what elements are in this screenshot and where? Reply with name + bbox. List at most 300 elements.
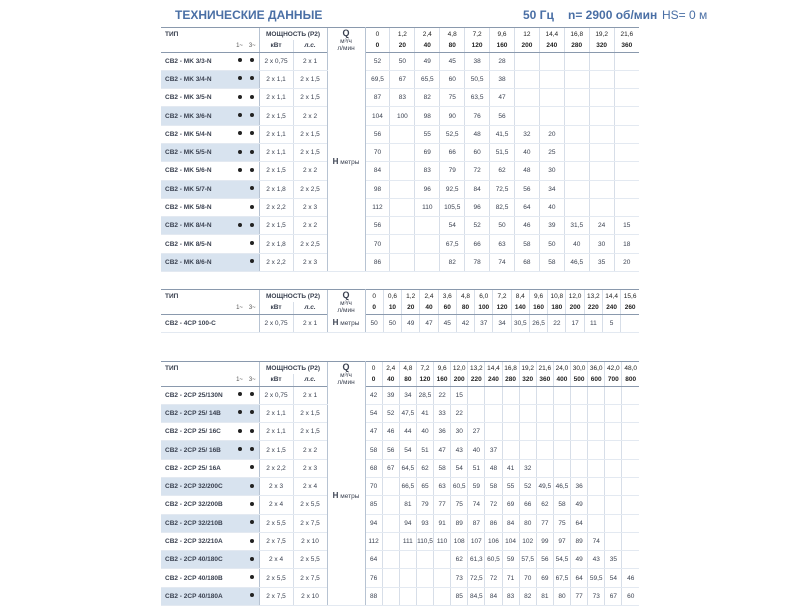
- power-hp: 2 x 1,5: [293, 125, 327, 143]
- pump-type: CB2 - 2CP 40/180C: [161, 551, 233, 569]
- availability-dot-icon: [238, 429, 242, 433]
- phase-1-mark: [233, 70, 246, 88]
- head-value: [589, 52, 614, 70]
- power-kw: 2 x 3: [259, 477, 293, 495]
- head-value: 56: [382, 441, 399, 459]
- table-row: [161, 235, 639, 253]
- phase-1-mark: [233, 423, 246, 441]
- head-value: [614, 143, 639, 161]
- head-value: 82: [415, 89, 440, 107]
- q-m3h-value: 14,4: [539, 28, 564, 41]
- phase-1-mark: [233, 386, 246, 404]
- head-value: [536, 386, 553, 404]
- head-value: 43: [588, 551, 605, 569]
- table-row: [161, 198, 639, 216]
- head-value: 70: [365, 143, 390, 161]
- head-value: 66: [440, 143, 465, 161]
- phase-3-mark: [246, 569, 259, 587]
- power-kw: 2 x 5,5: [259, 514, 293, 532]
- head-value: 50: [390, 52, 415, 70]
- table-row: [161, 89, 639, 107]
- spec-table-3: [161, 361, 639, 606]
- head-value: 50,5: [465, 70, 490, 88]
- head-value: 27: [468, 423, 485, 441]
- head-value: [588, 514, 605, 532]
- head-value: [399, 587, 416, 605]
- head-value: [536, 423, 553, 441]
- availability-dot-icon: [250, 58, 254, 62]
- hp-header: л.с.: [293, 374, 327, 386]
- head-value: 94: [399, 514, 416, 532]
- q-m3h-value: 7,2: [416, 362, 433, 375]
- head-value: 110: [415, 198, 440, 216]
- availability-dot-icon: [250, 241, 254, 245]
- head-value: 64: [571, 514, 588, 532]
- head-value: [571, 459, 588, 477]
- head-value: [539, 52, 564, 70]
- head-value: 56: [365, 125, 390, 143]
- phase-3-mark: [246, 125, 259, 143]
- head-value: 75: [451, 496, 468, 514]
- q-m3h-value: 12: [514, 28, 539, 41]
- head-value: 49: [415, 52, 440, 70]
- head-value: 83: [415, 162, 440, 180]
- table-row: [161, 217, 639, 235]
- availability-dot-icon: [250, 593, 254, 597]
- head-value: [502, 386, 519, 404]
- head-value: 25: [539, 143, 564, 161]
- availability-dot-icon: [238, 76, 242, 80]
- frequency-label: 50 Гц: [523, 8, 554, 22]
- head-value: 56: [536, 551, 553, 569]
- head-value: 43: [451, 441, 468, 459]
- h-label: [327, 52, 365, 272]
- head-value: 47: [434, 441, 451, 459]
- type-header-blank: [161, 374, 233, 386]
- q-m3h-value: 12,0: [566, 290, 584, 303]
- pump-type: CB2 - 2CP 25/ 16C: [161, 423, 233, 441]
- head-value: 60: [465, 143, 490, 161]
- head-value: [553, 404, 570, 422]
- q-lmin-value: 40: [382, 374, 399, 386]
- power-hp: 2 x 1,5: [293, 143, 327, 161]
- head-value: 46: [382, 423, 399, 441]
- table-row: [161, 477, 639, 495]
- head-value: 83: [502, 587, 519, 605]
- head-value: 87: [468, 514, 485, 532]
- pump-type: CB2 - 2CP 32/200C: [161, 477, 233, 495]
- head-value: 22: [548, 314, 566, 332]
- availability-dot-icon: [238, 95, 242, 99]
- head-value: [514, 70, 539, 88]
- head-value: 55: [415, 125, 440, 143]
- h-unit: метры: [340, 159, 360, 167]
- h-symbol: H: [332, 157, 339, 167]
- pump-type: CB2 - 4CP 100-C: [161, 314, 233, 332]
- power-hp: 2 x 2: [293, 107, 327, 125]
- head-value: 110: [434, 532, 451, 550]
- q-lmin-value: 600: [588, 374, 605, 386]
- head-value: 15: [614, 217, 639, 235]
- power-hp: 2 x 7,5: [293, 514, 327, 532]
- head-value: 58: [539, 253, 564, 271]
- head-value: 108: [451, 532, 468, 550]
- head-value: 60,5: [485, 551, 502, 569]
- hp-header: л.с.: [293, 302, 327, 314]
- power-kw: 2 x 2,2: [259, 198, 293, 216]
- q-m3h-value: 15,6: [621, 290, 639, 303]
- head-value: 77: [536, 514, 553, 532]
- head-value: 49: [571, 551, 588, 569]
- head-value: 74: [468, 496, 485, 514]
- availability-dot-icon: [238, 131, 242, 135]
- h-label: [327, 386, 365, 606]
- q-m3h-value: 4,8: [399, 362, 416, 375]
- head-value: 63: [490, 235, 515, 253]
- head-value: 64,5: [399, 459, 416, 477]
- head-value: [588, 496, 605, 514]
- q-lmin-value: 20: [390, 40, 415, 52]
- table-row: [161, 162, 639, 180]
- availability-dot-icon: [250, 131, 254, 135]
- head-value: 52: [365, 52, 390, 70]
- head-value: 72: [485, 496, 502, 514]
- power-hp: 2 x 3: [293, 198, 327, 216]
- head-value: [553, 386, 570, 404]
- head-value: [614, 125, 639, 143]
- phase-3-mark: [246, 70, 259, 88]
- head-value: 28,5: [416, 386, 433, 404]
- phase-3-mark: [246, 217, 259, 235]
- table-row: [161, 441, 639, 459]
- head-value: 111: [399, 532, 416, 550]
- phase-1-mark: [233, 477, 246, 495]
- head-value: 81: [399, 496, 416, 514]
- head-value: 66: [519, 496, 536, 514]
- head-value: [605, 514, 622, 532]
- q-lmin-value: 120: [493, 302, 511, 314]
- q-lmin-value: 140: [511, 302, 529, 314]
- phase-1-mark: [233, 235, 246, 253]
- power-hp: 2 x 7,5: [293, 569, 327, 587]
- phase-1-mark: [233, 587, 246, 605]
- head-value: [553, 459, 570, 477]
- head-value: [553, 441, 570, 459]
- power-hp: 2 x 1,5: [293, 70, 327, 88]
- head-value: 54,5: [553, 551, 570, 569]
- head-value: 63,5: [465, 89, 490, 107]
- q-lmin-value: 200: [451, 374, 468, 386]
- head-value: [588, 386, 605, 404]
- phase-3-mark: [246, 441, 259, 459]
- head-value: 104: [502, 532, 519, 550]
- power-hp: 2 x 5,5: [293, 496, 327, 514]
- head-value: 41,5: [490, 125, 515, 143]
- head-value: 81: [536, 587, 553, 605]
- q-m3h-value: 1,2: [402, 290, 420, 303]
- table-row: [161, 459, 639, 477]
- pump-type: CB2 - MK 5/6-N: [161, 162, 233, 180]
- q-lmin-value: 0: [365, 40, 390, 52]
- availability-dot-icon: [250, 557, 254, 561]
- q-m3h-value: 19,2: [589, 28, 614, 41]
- head-value: 34: [399, 386, 416, 404]
- head-value: 36: [434, 423, 451, 441]
- availability-dot-icon: [250, 447, 254, 451]
- phase-1-mark: [233, 198, 246, 216]
- head-value: 38: [465, 52, 490, 70]
- pump-type: CB2 - 2CP 40/180A: [161, 587, 233, 605]
- power-hp: 2 x 2,5: [293, 180, 327, 198]
- head-value: 24: [589, 217, 614, 235]
- head-value: 45: [440, 52, 465, 70]
- q-m3h-value: 9,6: [434, 362, 451, 375]
- power-kw: 2 x 2,2: [259, 459, 293, 477]
- phase-1-mark: [233, 162, 246, 180]
- availability-dot-icon: [238, 410, 242, 414]
- head-value: 46,5: [553, 477, 570, 495]
- phase-3-mark: [246, 587, 259, 605]
- head-value: [621, 314, 639, 332]
- head-value: [390, 162, 415, 180]
- head-value: 99: [536, 532, 553, 550]
- head-value: [382, 477, 399, 495]
- q-m3h-value: 4,8: [456, 290, 474, 303]
- head-value: 82: [440, 253, 465, 271]
- head-value: 30: [451, 423, 468, 441]
- table-row: [161, 253, 639, 271]
- q-lmin-value: 80: [399, 374, 416, 386]
- head-value: 105,5: [440, 198, 465, 216]
- head-value: [622, 532, 639, 550]
- head-value: 68: [365, 459, 382, 477]
- head-value: 40: [564, 235, 589, 253]
- head-value: [553, 423, 570, 441]
- q-symbol: Q: [342, 362, 350, 372]
- q-lmin-value: 160: [434, 374, 451, 386]
- head-value: [536, 459, 553, 477]
- power-kw: 2 x 1,5: [259, 441, 293, 459]
- availability-dot-icon: [250, 76, 254, 80]
- head-value: 46: [622, 569, 639, 587]
- head-value: 67,5: [553, 569, 570, 587]
- q-header: [327, 28, 365, 53]
- phase-1-mark: [233, 107, 246, 125]
- q-symbol: Q: [342, 290, 350, 300]
- head-value: 83: [390, 89, 415, 107]
- head-value: [589, 198, 614, 216]
- power-kw: 2 x 1,1: [259, 423, 293, 441]
- q-lmin-value: 400: [553, 374, 570, 386]
- head-value: 98: [365, 180, 390, 198]
- head-value: 50: [539, 235, 564, 253]
- pump-type: CB2 - 2CP 32/210B: [161, 514, 233, 532]
- power-hp: 2 x 4: [293, 477, 327, 495]
- q-unit-lmin: л/мин: [337, 45, 355, 52]
- q-lmin-value: 0: [365, 374, 382, 386]
- head-value: [468, 404, 485, 422]
- head-value: 28: [490, 52, 515, 70]
- availability-dot-icon: [250, 168, 254, 172]
- q-header: [327, 362, 365, 387]
- head-value: [382, 496, 399, 514]
- head-value: 63: [434, 477, 451, 495]
- head-value: 85: [365, 496, 382, 514]
- head-value: [571, 386, 588, 404]
- head-value: 20: [614, 253, 639, 271]
- head-value: 50: [365, 314, 383, 332]
- head-value: [588, 477, 605, 495]
- phase-1-header: 1~: [233, 302, 246, 314]
- head-value: 60: [622, 587, 639, 605]
- head-value: 59: [468, 477, 485, 495]
- head-value: [539, 89, 564, 107]
- head-value: 22: [451, 404, 468, 422]
- q-m3h-value: 36,0: [588, 362, 605, 375]
- head-value: 106: [485, 532, 502, 550]
- head-value: 52,5: [440, 125, 465, 143]
- head-value: 30,5: [511, 314, 529, 332]
- q-lmin-value: 40: [420, 302, 438, 314]
- phase-3-mark: [246, 107, 259, 125]
- head-value: 47: [490, 89, 515, 107]
- table-row: [161, 180, 639, 198]
- q-lmin-value: 200: [566, 302, 584, 314]
- availability-dot-icon: [250, 575, 254, 579]
- head-value: [605, 441, 622, 459]
- head-value: 45: [438, 314, 456, 332]
- power-hp: 2 x 3: [293, 253, 327, 271]
- availability-dot-icon: [250, 520, 254, 524]
- head-value: [589, 180, 614, 198]
- head-value: [614, 52, 639, 70]
- head-value: [588, 459, 605, 477]
- power-hp: 2 x 10: [293, 532, 327, 550]
- head-value: 42: [456, 314, 474, 332]
- head-value: 34: [539, 180, 564, 198]
- head-value: 89: [451, 514, 468, 532]
- pump-type: CB2 - MK 5/8-N: [161, 198, 233, 216]
- head-value: [589, 162, 614, 180]
- head-value: [589, 70, 614, 88]
- head-value: 49: [571, 496, 588, 514]
- head-value: 54: [451, 459, 468, 477]
- document-title: ТЕХНИЧЕСКИЕ ДАННЫЕ: [175, 8, 323, 22]
- q-m3h-value: 21,6: [614, 28, 639, 41]
- spec-table-1: [161, 27, 639, 272]
- q-lmin-value: 120: [465, 40, 490, 52]
- head-value: 46,5: [564, 253, 589, 271]
- head-value: [605, 423, 622, 441]
- q-m3h-value: 4,8: [440, 28, 465, 41]
- q-m3h-value: 0: [365, 290, 383, 303]
- q-m3h-value: 14,4: [602, 290, 620, 303]
- head-value: [622, 441, 639, 459]
- head-value: [622, 423, 639, 441]
- head-value: 74: [588, 532, 605, 550]
- h-symbol: H: [332, 491, 339, 501]
- phase-3-mark: [246, 404, 259, 422]
- availability-dot-icon: [238, 392, 242, 396]
- head-value: [539, 107, 564, 125]
- q-lmin-value: 200: [514, 40, 539, 52]
- q-m3h-value: 7,2: [493, 290, 511, 303]
- head-value: [622, 496, 639, 514]
- head-value: 112: [365, 198, 390, 216]
- power-hp: 2 x 3: [293, 459, 327, 477]
- table-row: [161, 496, 639, 514]
- head-value: 67: [382, 459, 399, 477]
- head-value: 58: [365, 441, 382, 459]
- head-value: [622, 551, 639, 569]
- q-m3h-value: 42,0: [605, 362, 622, 375]
- head-value: 97: [553, 532, 570, 550]
- head-value: 88: [365, 587, 382, 605]
- head-value: [622, 404, 639, 422]
- q-m3h-value: 10,8: [548, 290, 566, 303]
- phase-3-mark: [246, 89, 259, 107]
- table-row: [161, 569, 639, 587]
- phase-1-mark: [233, 532, 246, 550]
- availability-dot-icon: [250, 186, 254, 190]
- head-value: 96: [415, 180, 440, 198]
- table-row: [161, 107, 639, 125]
- head-value: 67: [605, 587, 622, 605]
- q-m3h-value: 16,8: [502, 362, 519, 375]
- availability-dot-icon: [250, 392, 254, 396]
- head-value: [390, 235, 415, 253]
- pump-type: CB2 - MK 8/4-N: [161, 217, 233, 235]
- pump-type: CB2 - MK 5/7-N: [161, 180, 233, 198]
- table-row: [161, 532, 639, 550]
- head-value: 61,3: [468, 551, 485, 569]
- h-unit: метры: [340, 493, 360, 501]
- head-value: [622, 459, 639, 477]
- power-kw: 2 x 0,75: [259, 314, 293, 332]
- phase-3-mark: [246, 532, 259, 550]
- head-value: [399, 569, 416, 587]
- availability-dot-icon: [250, 429, 254, 433]
- head-value: 64: [365, 551, 382, 569]
- pump-type: CB2 - 2CP 32/210A: [161, 532, 233, 550]
- head-value: 57,5: [519, 551, 536, 569]
- phase-3-mark: [246, 423, 259, 441]
- power-kw: 2 x 4: [259, 496, 293, 514]
- head-value: 55: [502, 477, 519, 495]
- q-m3h-value: 3,6: [438, 290, 456, 303]
- head-value: 72: [465, 162, 490, 180]
- head-value: [536, 404, 553, 422]
- phase-1-header: 1~: [233, 40, 246, 52]
- head-value: [564, 70, 589, 88]
- phase-3-mark: [246, 235, 259, 253]
- head-value: 82: [519, 587, 536, 605]
- table-row: [161, 386, 639, 404]
- head-value: [605, 459, 622, 477]
- head-value: 110,5: [416, 532, 433, 550]
- kw-header: кВт: [259, 302, 293, 314]
- pump-type: CB2 - MK 3/4-N: [161, 70, 233, 88]
- q-m3h-value: 13,2: [468, 362, 485, 375]
- head-value: [519, 441, 536, 459]
- head-value: 30: [589, 235, 614, 253]
- head-value: 71: [502, 569, 519, 587]
- pump-type: CB2 - 2CP 32/200B: [161, 496, 233, 514]
- head-value: 79: [440, 162, 465, 180]
- phase-1-mark: [233, 569, 246, 587]
- q-lmin-value: 180: [548, 302, 566, 314]
- head-value: [605, 386, 622, 404]
